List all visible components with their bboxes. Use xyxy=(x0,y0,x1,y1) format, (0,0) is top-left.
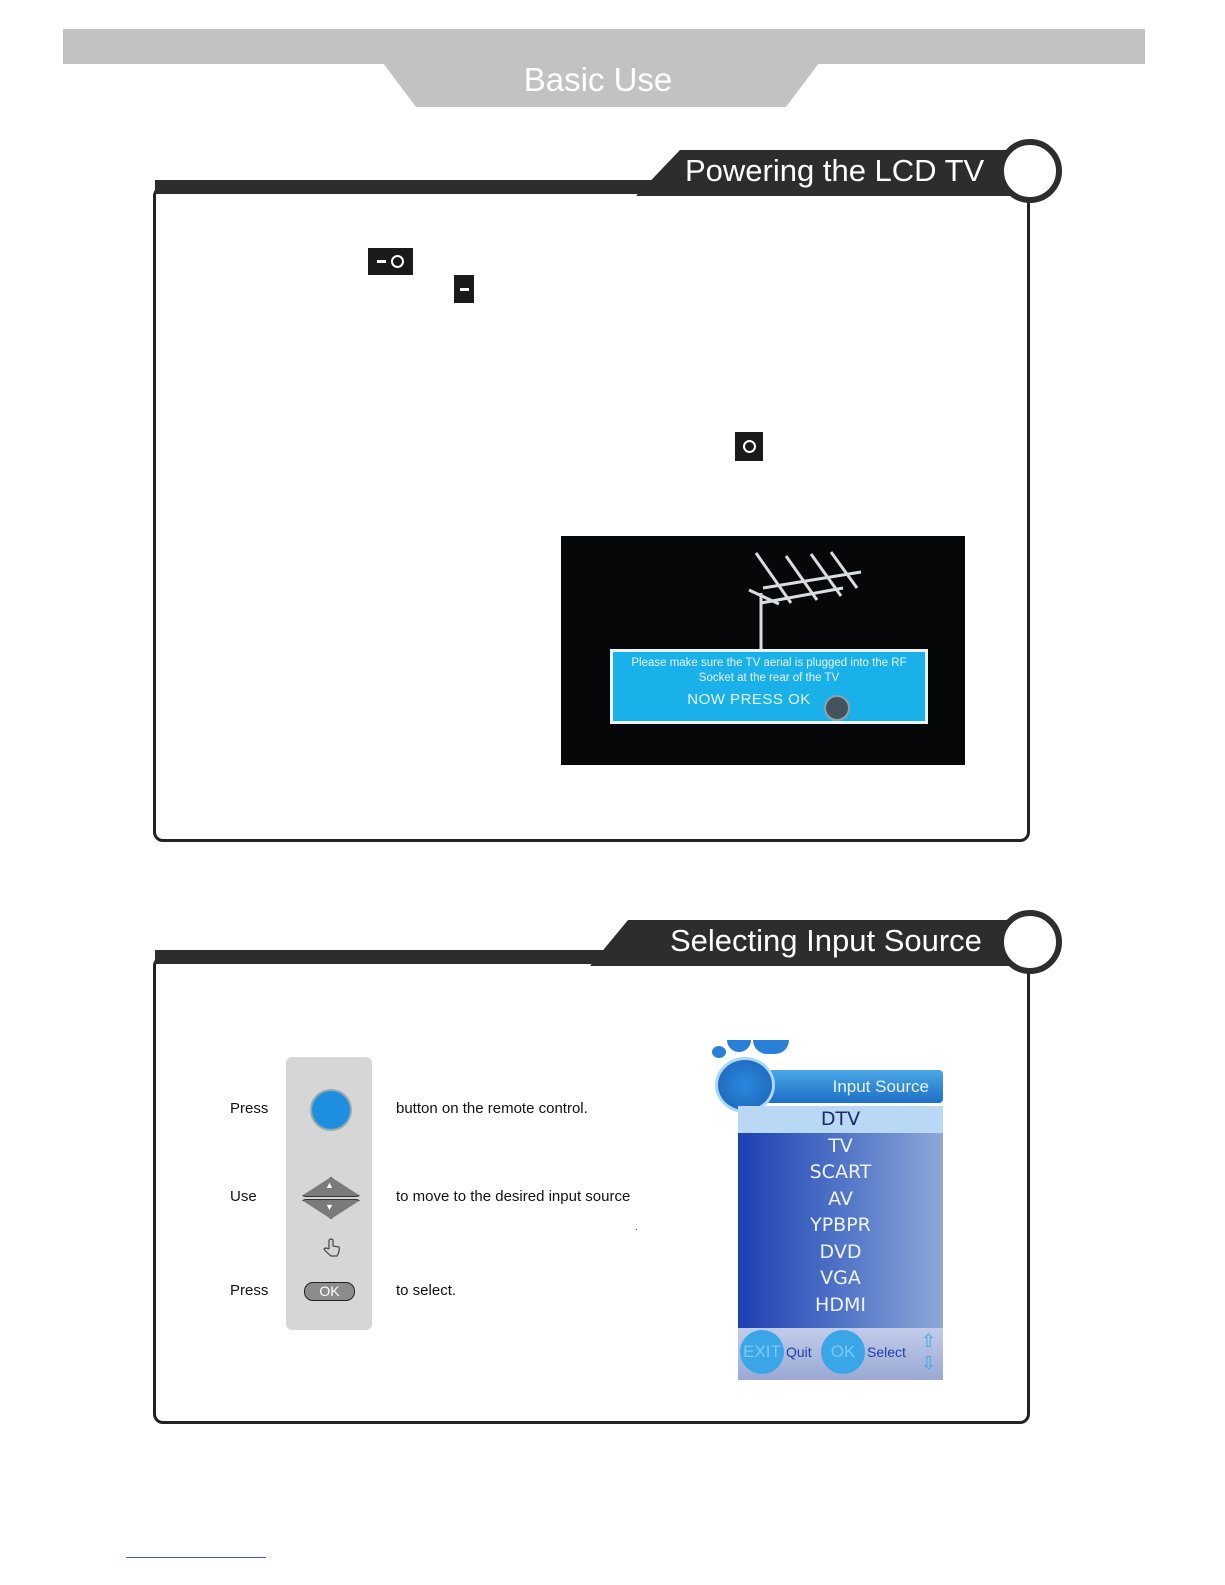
tv-message-line-2: Socket at the rear of the TV xyxy=(698,672,840,684)
page-title: Basic Use xyxy=(523,61,673,98)
menu-footer xyxy=(738,1328,943,1380)
menu-item-av[interactable]: AV xyxy=(828,1187,853,1210)
input-section-title: Selecting Input Source xyxy=(670,923,982,958)
select-label: Select xyxy=(867,1344,906,1360)
power-section-ring xyxy=(998,139,1062,203)
step1-lead: Press xyxy=(230,1100,269,1117)
menu-header: Input Source xyxy=(752,1070,943,1103)
step1-text: button on the remote control. xyxy=(396,1100,588,1117)
footer-link-underline xyxy=(126,1557,266,1558)
exit-label: Quit xyxy=(786,1344,812,1360)
menu-item-ypbpr[interactable]: YPBPR xyxy=(810,1214,871,1236)
ok-button: OK xyxy=(304,1282,355,1301)
tv-prompt: NOW PRESS OK xyxy=(687,691,811,708)
ok-pad-icon xyxy=(824,695,850,721)
menu-item-vga[interactable]: VGA xyxy=(820,1267,861,1289)
tv-message-dialog xyxy=(610,649,928,724)
power-section-title: Powering the LCD TV xyxy=(685,153,985,188)
tv-message-line-1: Please make sure the TV aerial is plugged into the RF xyxy=(631,657,907,669)
stray-mark: . xyxy=(635,1222,638,1233)
header-band xyxy=(63,29,1145,64)
standby-key-icon xyxy=(735,432,763,461)
down-triangle-icon: ▼ xyxy=(325,1202,334,1212)
power-switch-icon xyxy=(368,248,413,275)
input-source-list xyxy=(738,1106,943,1328)
source-button xyxy=(310,1089,352,1131)
exit-key: EXIT xyxy=(740,1330,784,1374)
menu-item-dvd[interactable]: DVD xyxy=(819,1240,862,1263)
menu-bubble-small xyxy=(712,1046,726,1058)
input-section-ring xyxy=(998,910,1062,974)
step3-text: to select. xyxy=(396,1282,457,1299)
power-switch-on-icon xyxy=(454,275,474,303)
step3-lead: Press xyxy=(230,1282,269,1299)
source-logo-icon xyxy=(715,1057,775,1113)
hand-pointer-icon xyxy=(321,1238,343,1258)
menu-item-dtv[interactable]: DTV xyxy=(738,1106,943,1133)
menu-item-scart[interactable]: SCART xyxy=(809,1161,872,1183)
menu-item-hdmi[interactable]: HDMI xyxy=(815,1293,866,1316)
menu-item-tv[interactable]: TV xyxy=(828,1134,853,1157)
step2-lead: Use xyxy=(230,1188,257,1205)
scroll-arrows-icon: ⇧ ⇩ xyxy=(921,1331,937,1373)
tv-screen-photo xyxy=(561,536,965,765)
step2-text: to move to the desired input source xyxy=(396,1188,631,1205)
up-triangle-icon: ▲ xyxy=(325,1180,334,1190)
ok-key: OK xyxy=(821,1330,865,1374)
